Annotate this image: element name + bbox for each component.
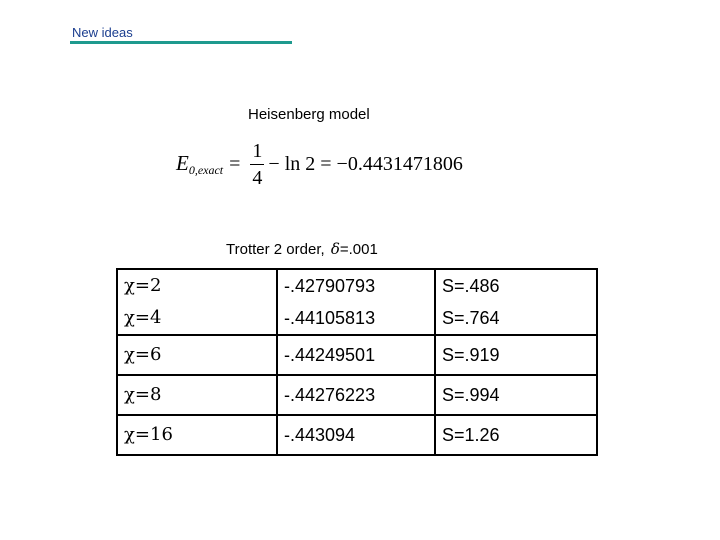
formula-equals: =: [229, 152, 241, 175]
chi-cell: [117, 269, 277, 335]
energy-value: -.44249501: [284, 345, 376, 365]
chi-value: χ=2: [124, 275, 162, 296]
entropy-value: S=.764: [442, 308, 500, 328]
entropy-value: S=1.26: [442, 425, 500, 445]
energy-value: -.443094: [284, 425, 356, 445]
chi-value: χ=6: [124, 344, 162, 365]
entropy-cell: [435, 269, 597, 335]
energy-cell: [277, 415, 435, 455]
entropy-cell: [435, 415, 597, 455]
energy-cell: [277, 269, 435, 335]
formula-lhs: $E_{0,exact}$: [176, 150, 224, 177]
trotter-label: Trotter 2 order,: [226, 241, 325, 258]
model-title: Heisenberg model: [248, 106, 370, 123]
entropy-value: S=.919: [442, 345, 500, 365]
chi-value: χ=4: [124, 307, 162, 328]
trotter-caption: [226, 240, 378, 258]
entropy-cell: [435, 335, 597, 375]
formula-fraction: [250, 141, 264, 188]
energy-value: -.42790793: [284, 276, 376, 296]
formula-rhs: − ln 2 = −0.4431471806: [268, 152, 463, 175]
energy-value: -.44276223: [284, 385, 376, 405]
exact-energy-formula: [176, 136, 463, 192]
table-row: [117, 375, 597, 415]
entropy-cell: [435, 375, 597, 415]
fraction-numerator: 1: [250, 141, 264, 165]
chi-value: χ=8: [124, 384, 162, 405]
trotter-value: =.001: [339, 241, 378, 258]
table-row: [117, 415, 597, 455]
chi-cell: [117, 335, 277, 375]
chi-value: χ=16: [124, 424, 173, 445]
delta-symbol: δ: [330, 240, 340, 258]
chi-cell: [117, 375, 277, 415]
entropy-value: S=.994: [442, 385, 500, 405]
table-row: [117, 335, 597, 375]
slide-header: New ideas: [72, 25, 133, 40]
chi-cell: [117, 415, 277, 455]
energy-value: -.44105813: [284, 308, 376, 328]
energy-cell: [277, 335, 435, 375]
table-row: [117, 269, 597, 335]
fraction-denominator: 4: [252, 166, 263, 189]
header-underline: [70, 41, 292, 44]
entropy-value: S=.486: [442, 276, 500, 296]
results-table: [116, 268, 598, 456]
energy-cell: [277, 375, 435, 415]
